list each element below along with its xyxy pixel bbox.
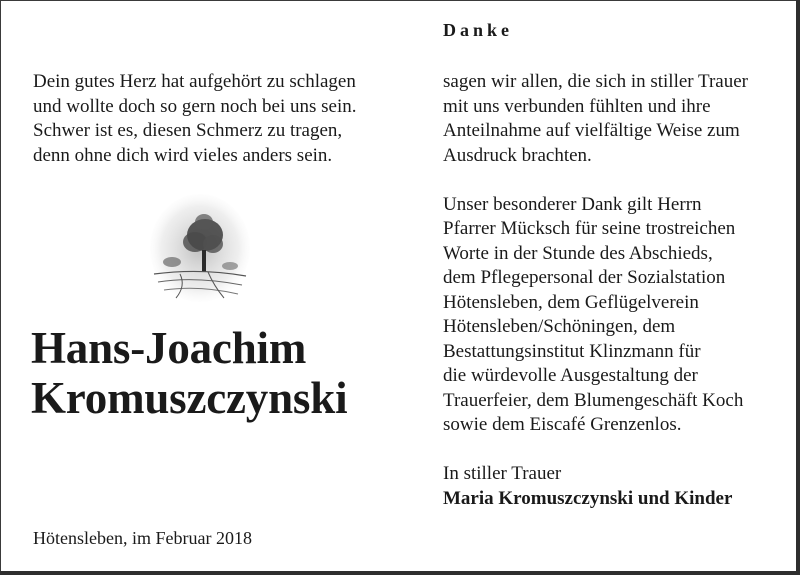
verse-line: Dein gutes Herz hat aufgehört zu schlagen [33, 71, 356, 92]
place-date: Hötensleben, im Februar 2018 [33, 528, 252, 548]
verse-line: denn ohne dich wird vieles anders sein. [33, 144, 333, 166]
thanks-text [443, 70, 783, 511]
signatories: Maria Kromuszczynski und Kinder [443, 487, 733, 509]
last-name: Kromuszczynski [31, 373, 348, 423]
text-line: Anteilnahme auf vielfältige Weise zum [443, 120, 740, 141]
border-bottom-shadow [0, 571, 800, 575]
paragraph-gap [443, 168, 783, 193]
text-line: mit uns verbunden fühlten und ihre [443, 95, 711, 117]
border-right-shadow [796, 0, 800, 575]
verse-line: und wollte doch so gern noch bei uns sein. [33, 95, 357, 117]
first-name: Hans-Joachim [31, 323, 307, 373]
paragraph-gap [443, 438, 783, 463]
text-line: Worte in der Stunde des Abschieds, [443, 242, 713, 264]
memorial-verse [33, 70, 403, 168]
text-line: Hötensleben, dem Geflügelverein [443, 291, 699, 313]
text-line: Pfarrer Mücksch für seine trostreichen [443, 218, 736, 239]
text-line: Hötensleben/Schöningen, dem [443, 316, 676, 337]
text-line: dem Pflegepersonal der Sozialstation [443, 267, 726, 288]
text-line: die würdevolle Ausgestaltung der [443, 365, 698, 386]
verse-line: Schwer ist es, diesen Schmerz zu tragen, [33, 120, 343, 141]
thanks-heading: Danke [443, 20, 514, 40]
text-line: Unser besonderer Dank gilt Herrn [443, 193, 702, 215]
text-line: Trauerfeier, dem Blumengeschäft Koch [443, 389, 744, 411]
text-line: sowie dem Eiscafé Grenzenlos. [443, 414, 682, 435]
text-line: Ausdruck brachten. [443, 144, 592, 166]
text-line: sagen wir allen, die sich in stiller Trauer [443, 71, 748, 92]
closing-line: In stiller Trauer [443, 463, 562, 484]
deceased-name [31, 323, 431, 423]
text-line: Bestattungsinstitut Klinzmann für [443, 340, 701, 362]
tree-landscape-icon [150, 190, 250, 302]
